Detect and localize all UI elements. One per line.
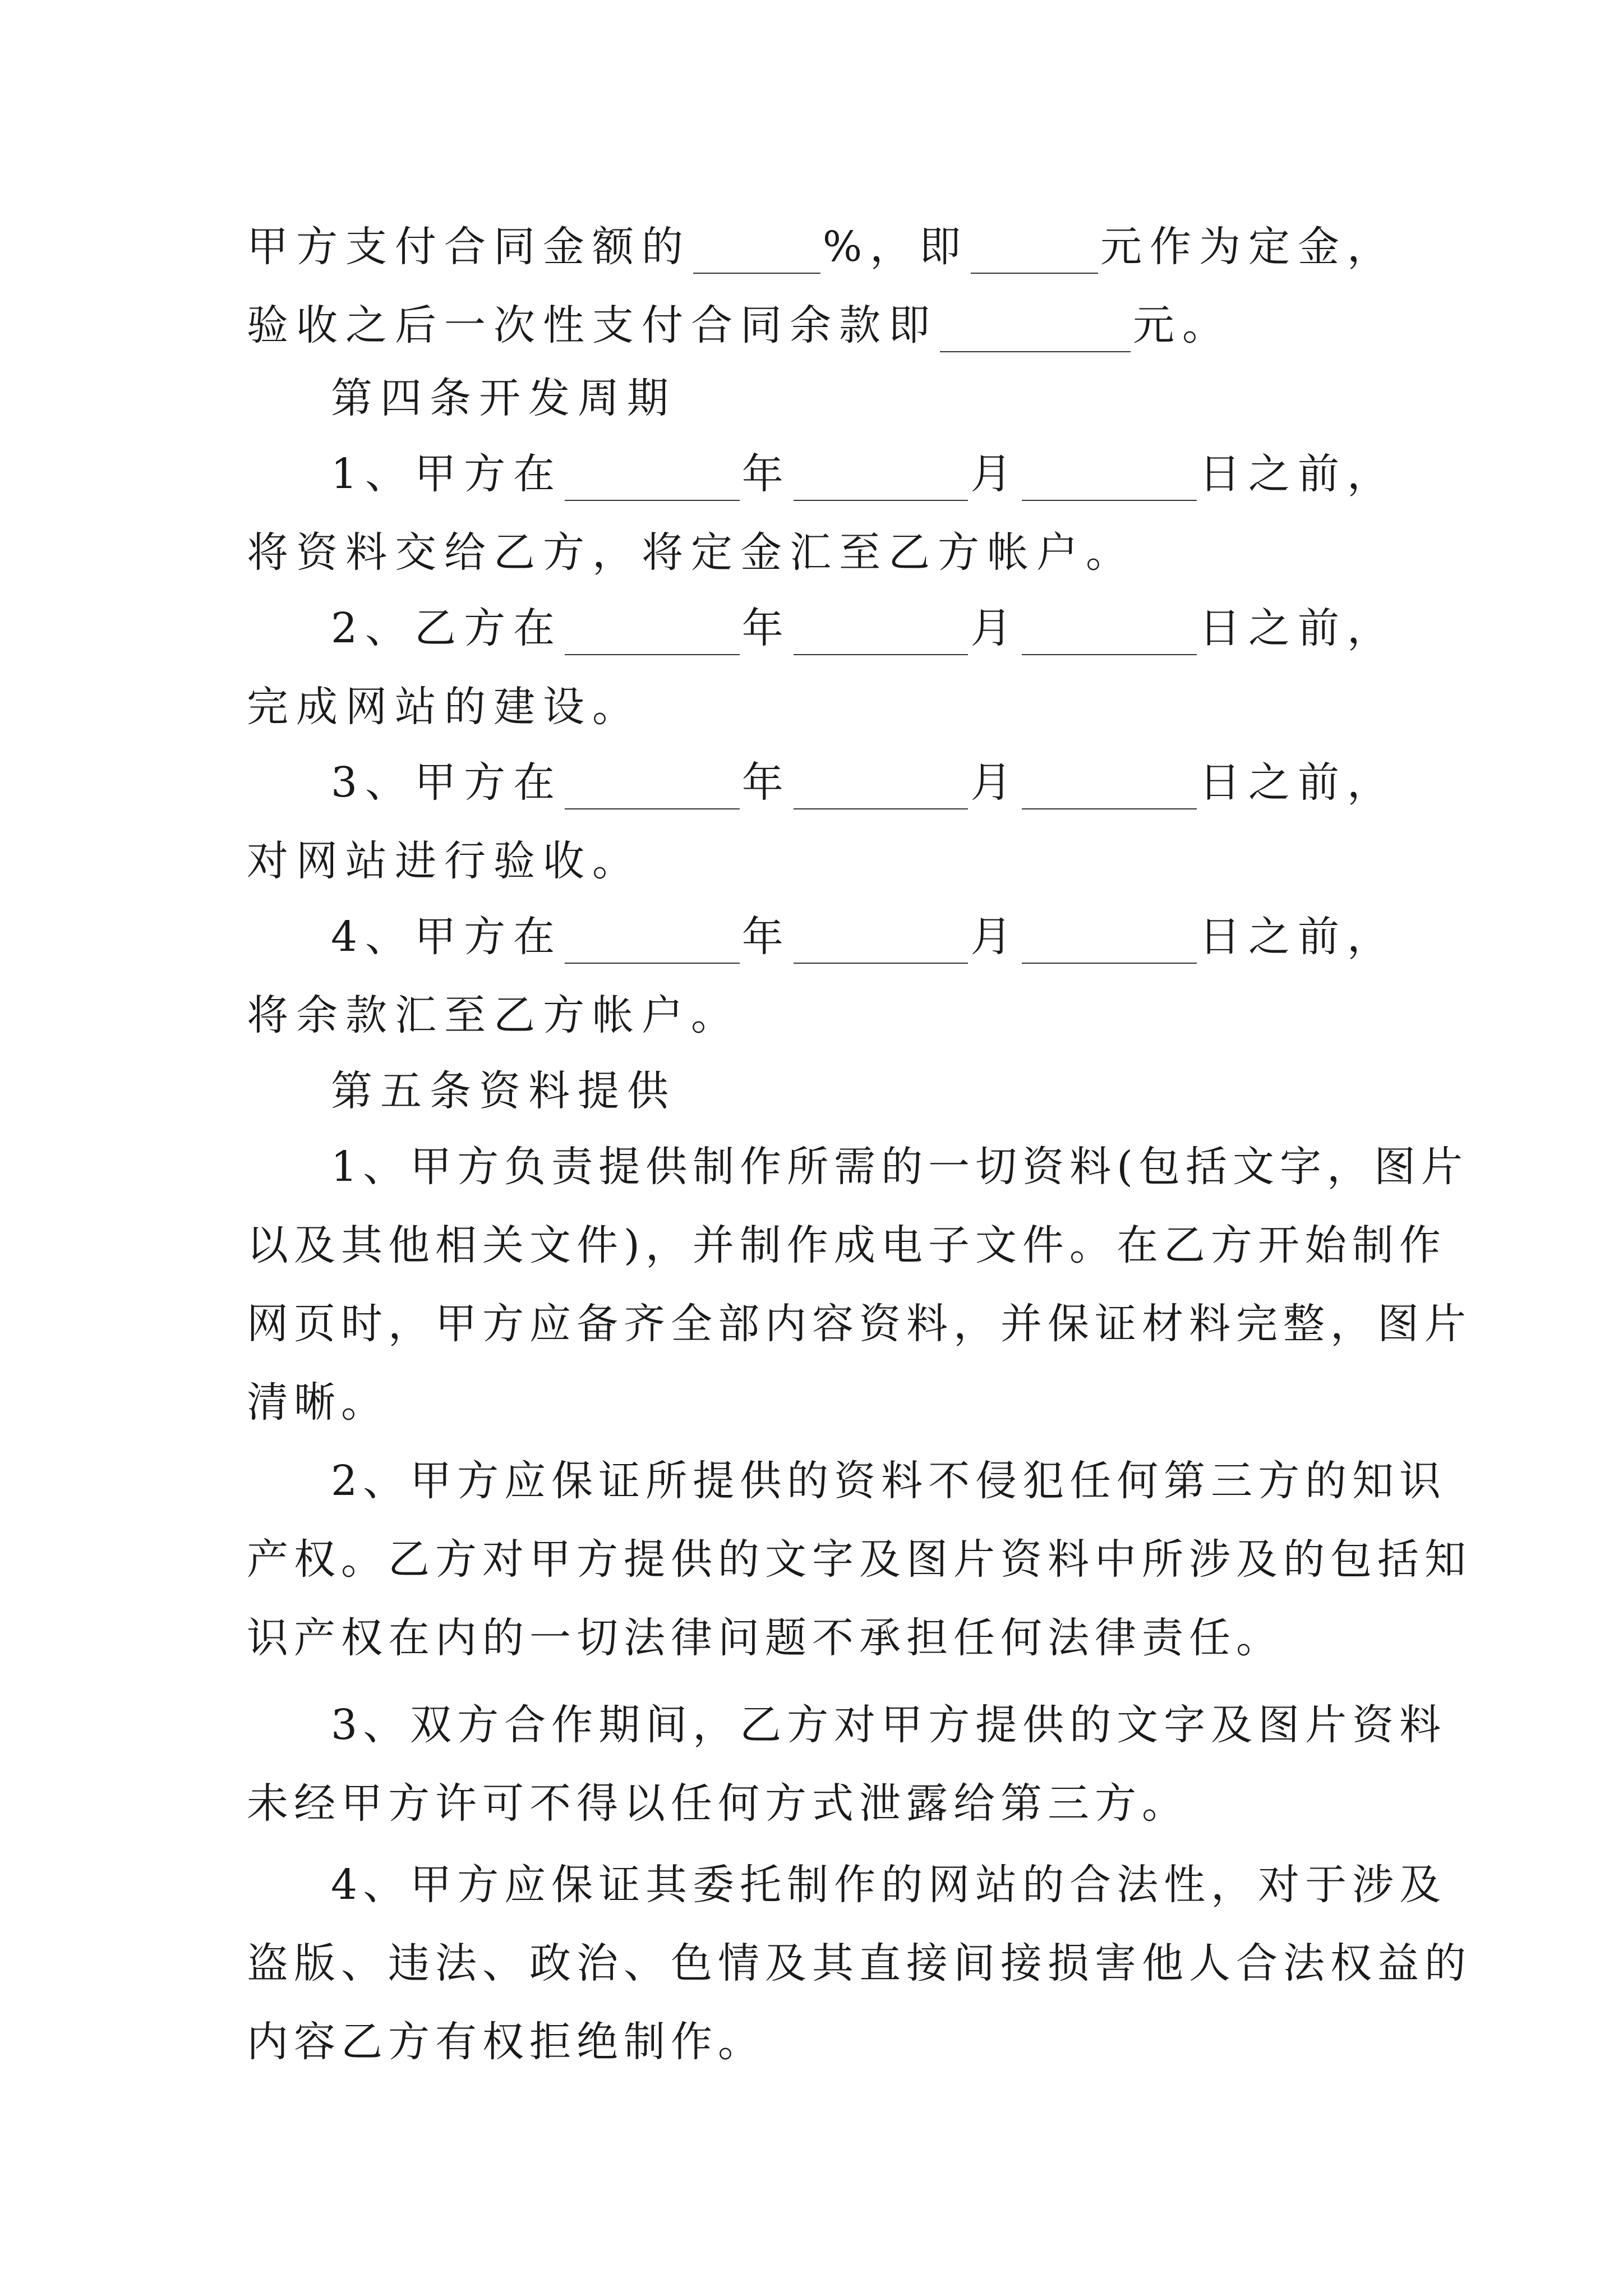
article4-item-2 (331, 589, 1396, 668)
article4-item-3 (331, 743, 1396, 822)
payment-line-1 (247, 208, 1396, 286)
paragraph-text: 内容乙方有权拒绝制作。 (247, 2018, 765, 2066)
day-blank (1022, 767, 1197, 809)
item-prefix: 2、乙方在 (331, 604, 563, 652)
year-label: 年 (741, 604, 791, 652)
article5-p3-line-1 (331, 1686, 1447, 1764)
day-label: 日之前， (1199, 604, 1397, 652)
article5-p2-line-1 (331, 1442, 1447, 1520)
article5-p4-line-2 (247, 1924, 1472, 2003)
month-label: 月 (970, 604, 1020, 652)
day-blank (1022, 921, 1197, 964)
item-text: 对网站进行验收。 (247, 837, 642, 885)
month-blank (794, 921, 969, 964)
article5-p1-line-4 (247, 1363, 1396, 1442)
item-text: 将资料交给乙方，将定金汇至乙方帐户。 (247, 528, 1135, 577)
article5-p2-line-3 (247, 1599, 1396, 1677)
paragraph-text: 3、双方合作期间，乙方对甲方提供的文字及图片资料 (331, 1701, 1447, 1749)
article4-item-3-cont (247, 822, 1396, 900)
day-label: 日之前， (1199, 450, 1397, 498)
month-label: 月 (970, 913, 1020, 961)
payment-text: 验收之后一次性支付合同余款即 (247, 301, 938, 349)
payment-text: 元作为定金， (1100, 223, 1396, 271)
paragraph-text: 4、甲方应保证其委托制作的网站的合法性，对于涉及 (331, 1861, 1447, 1909)
day-label: 日之前， (1199, 913, 1397, 961)
balance-blank (940, 310, 1131, 352)
paragraph-text: 盗版、违法、政治、色情及其直接间接损害他人合法权益的 (247, 1939, 1472, 1987)
percent-blank (693, 231, 820, 274)
year-blank (565, 613, 740, 655)
payment-text: 元。 (1133, 301, 1232, 349)
article5-p1-line-1 (331, 1128, 1468, 1206)
article5-p1-line-3 (247, 1285, 1472, 1363)
year-blank (565, 921, 740, 964)
day-blank (1022, 458, 1197, 501)
paragraph-text: 1、甲方负责提供制作所需的一切资料(包括文字，图片 (331, 1143, 1468, 1191)
article4-item-1 (331, 435, 1396, 513)
item-prefix: 4、甲方在 (331, 913, 563, 961)
month-blank (794, 767, 969, 809)
day-blank (1022, 613, 1197, 655)
article5-heading (331, 1052, 1481, 1130)
year-label: 年 (741, 913, 791, 961)
article5-p1-line-2 (247, 1206, 1446, 1285)
day-label: 日之前， (1199, 758, 1397, 807)
article5-p4-line-1 (331, 1846, 1447, 1924)
paragraph-text: 2、甲方应保证所提供的资料不侵犯任何第三方的知识 (331, 1457, 1447, 1505)
payment-line-2 (247, 286, 1396, 365)
month-blank (794, 613, 969, 655)
heading-text: 第五条资料提供 (331, 1067, 676, 1115)
payment-text: %，即 (822, 223, 969, 271)
paragraph-text: 产权。乙方对甲方提供的文字及图片资料中所涉及的包括知 (247, 1535, 1472, 1584)
paragraph-text: 识产权在内的一切法律问题不承担任何法律责任。 (247, 1614, 1283, 1662)
year-label: 年 (741, 758, 791, 807)
heading-text: 第四条开发周期 (331, 374, 676, 422)
year-label: 年 (741, 450, 791, 498)
item-text: 将余款汇至乙方帐户。 (247, 991, 740, 1039)
paragraph-text: 以及其他相关文件)，并制作成电子文件。在乙方开始制作 (247, 1221, 1446, 1269)
article4-item-2-cont (247, 668, 1396, 746)
item-text: 完成网站的建设。 (247, 683, 642, 731)
payment-text: 甲方支付合同金额的 (247, 223, 691, 271)
month-blank (794, 458, 969, 501)
paragraph-text: 网页时，甲方应备齐全部内容资料，并保证材料完整，图片 (247, 1300, 1472, 1348)
year-blank (565, 767, 740, 809)
article4-item-4 (331, 898, 1396, 976)
article4-heading (331, 359, 1481, 438)
item-prefix: 3、甲方在 (331, 758, 563, 807)
article4-item-4-cont (247, 976, 1396, 1055)
year-blank (565, 458, 740, 501)
month-label: 月 (970, 758, 1020, 807)
item-prefix: 1、甲方在 (331, 450, 563, 498)
article5-p2-line-2 (247, 1520, 1472, 1599)
article5-p4-line-3 (247, 2003, 1396, 2081)
deposit-blank (971, 231, 1098, 274)
paragraph-text: 未经甲方许可不得以任何方式泄露给第三方。 (247, 1779, 1189, 1828)
article5-p3-line-2 (247, 1764, 1396, 1843)
month-label: 月 (970, 450, 1020, 498)
article4-item-1-cont (247, 513, 1396, 592)
paragraph-text: 清晰。 (247, 1378, 388, 1427)
